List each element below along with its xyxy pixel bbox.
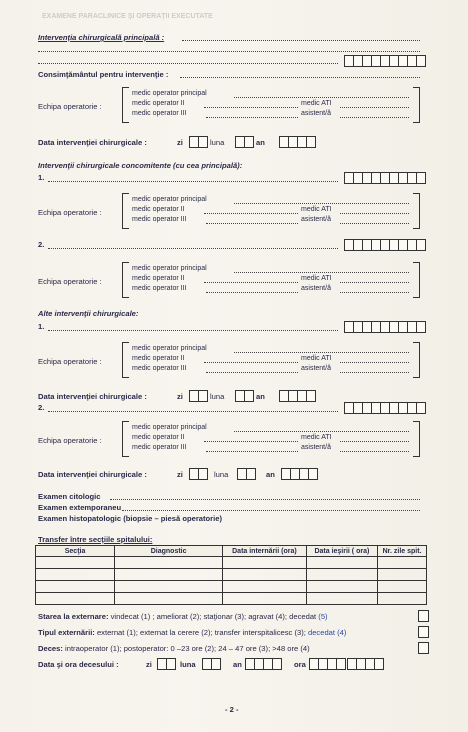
date-zi-2: zi <box>177 392 183 401</box>
team-label-concomitant-1: Echipa operatorie : <box>38 208 102 217</box>
date-month-boxes-1[interactable] <box>236 136 254 148</box>
team-label-other-1: Echipa operatorie : <box>38 357 102 366</box>
team3-assistant-field[interactable] <box>340 292 409 293</box>
team2-op3-field[interactable] <box>206 223 298 224</box>
date-day-boxes-2[interactable] <box>190 390 208 402</box>
team-assistant-field[interactable] <box>340 117 409 118</box>
team2-op2: medic operator II <box>132 206 185 213</box>
date-zi-1: zi <box>177 138 183 147</box>
page-number: - 2 - <box>225 705 239 714</box>
date-label-2: Data intervenţiei chirurgicale : <box>38 392 147 401</box>
discharge-status-options: vindecat (1) ; ameliorat (2); staţionar (3); agravat (4); decedat <box>110 612 317 621</box>
team5-op3-field[interactable] <box>206 451 298 452</box>
team4-op3: medic operator III <box>132 365 187 372</box>
concomitant-n1: 1. <box>38 173 45 182</box>
death-minute-boxes[interactable] <box>348 658 384 670</box>
col-diagnostic: Diagnostic <box>115 546 223 557</box>
team-label-main: Echipa operatorie : <box>38 102 102 111</box>
concomitant-2-code-boxes[interactable] <box>345 239 426 251</box>
date-luna-1: luna <box>210 138 225 147</box>
date-label-3: Data intervenţiei chirurgicale : <box>38 470 147 479</box>
death-month-boxes[interactable] <box>203 658 221 670</box>
team5-ati: medic ATI <box>301 434 332 441</box>
discharge-type-last: decedat (4) <box>307 628 347 637</box>
discharge-type-box[interactable] <box>418 626 429 638</box>
discharge-status-label: Starea la externare: <box>38 612 109 621</box>
team2-assistant: asistent/ă <box>301 216 331 223</box>
team4-bracket-left <box>122 342 129 378</box>
death-date-ora: ora <box>294 660 306 669</box>
death-box[interactable] <box>418 642 429 654</box>
concomitant-n2: 2. <box>38 240 45 249</box>
team2-op3: medic operator III <box>132 216 187 223</box>
table-row[interactable] <box>36 593 427 605</box>
col-sectia: Secţia <box>36 546 115 557</box>
date-year-boxes-3[interactable] <box>282 468 318 480</box>
other-1-code-boxes[interactable] <box>345 321 426 333</box>
team-op2-field[interactable] <box>204 107 298 108</box>
team5-assistant-field[interactable] <box>340 451 409 452</box>
transfer-header-row <box>36 546 427 557</box>
date-an-2: an <box>256 392 265 401</box>
death-date-label: Data şi ora decesului : <box>38 660 119 669</box>
death-year-boxes[interactable] <box>246 658 282 670</box>
concomitant-2-field[interactable] <box>48 248 338 249</box>
transfer-title: Transfer între secţiile spitalului: <box>38 535 153 544</box>
team2-bracket-right <box>413 193 420 229</box>
team4-assistant: asistent/ă <box>301 365 331 372</box>
team4-principal: medic operator principal <box>132 345 207 352</box>
date-luna-3: luna <box>214 470 229 479</box>
table-row[interactable] <box>36 581 427 593</box>
team-label-other-2: Echipa operatorie : <box>38 436 102 445</box>
date-label-1: Data intervenţiei chirurgicale : <box>38 138 147 147</box>
discharge-status-line <box>38 612 328 621</box>
date-zi-3: zi <box>177 470 183 479</box>
team2-principal: medic operator principal <box>132 196 207 203</box>
other-2-field[interactable] <box>48 411 338 412</box>
main-surgery-field-3[interactable] <box>38 63 338 64</box>
date-month-boxes-3[interactable] <box>238 468 256 480</box>
team5-ati-field[interactable] <box>340 441 409 442</box>
team3-op2: medic operator II <box>132 275 185 282</box>
team-ati-field[interactable] <box>340 107 409 108</box>
team-op3: medic operator III <box>132 110 187 117</box>
other-2-code-boxes[interactable] <box>345 402 426 414</box>
discharge-type-label: Tipul externării: <box>38 628 95 637</box>
team5-bracket-right <box>413 421 420 457</box>
col-hospital-days: Nr. zile spit. <box>378 546 427 557</box>
team-bracket-right <box>413 87 420 123</box>
table-row[interactable] <box>36 569 427 581</box>
death-label: Deces: <box>38 644 63 653</box>
team5-op2-field[interactable] <box>204 441 298 442</box>
team-op3-field[interactable] <box>206 117 298 118</box>
team5-principal: medic operator principal <box>132 424 207 431</box>
other-n2: 2. <box>38 403 45 412</box>
team3-principal-field[interactable] <box>234 272 409 273</box>
date-year-boxes-1[interactable] <box>280 136 316 148</box>
other-n1: 1. <box>38 322 45 331</box>
team4-op3-field[interactable] <box>206 372 298 373</box>
date-an-1: an <box>256 138 265 147</box>
team4-op2-field[interactable] <box>204 362 298 363</box>
date-luna-2: luna <box>210 392 225 401</box>
date-year-boxes-2[interactable] <box>280 390 316 402</box>
team5-op3: medic operator III <box>132 444 187 451</box>
team-ati: medic ATI <box>301 100 332 107</box>
team4-assistant-field[interactable] <box>340 372 409 373</box>
team3-op3-field[interactable] <box>206 292 298 293</box>
team4-ati: medic ATI <box>301 355 332 362</box>
team3-bracket-left <box>122 262 129 298</box>
date-month-boxes-2[interactable] <box>236 390 254 402</box>
team3-ati: medic ATI <box>301 275 332 282</box>
team-principal-field[interactable] <box>234 97 409 98</box>
concomitant-1-code-boxes[interactable] <box>345 172 426 184</box>
discharge-status-last: (5) <box>318 612 328 621</box>
death-day-boxes[interactable] <box>158 658 176 670</box>
concomitant-label: Intervenţii chirurgicale concomitente (cu cea principală): <box>38 161 243 170</box>
col-discharge-date: Data ieşirii ( ora) <box>306 546 377 557</box>
team3-assistant: asistent/ă <box>301 285 331 292</box>
team-assistant: asistent/ă <box>301 110 331 117</box>
team-label-concomitant-2: Echipa operatorie : <box>38 277 102 286</box>
team3-principal: medic operator principal <box>132 265 207 272</box>
other-label: Alte intervenţii chirurgicale: <box>38 309 139 318</box>
exam-extemporaneous-field[interactable] <box>122 510 420 511</box>
consent-label: Consimţământul pentru intervenţie : <box>38 70 169 79</box>
team2-bracket-left <box>122 193 129 229</box>
team3-ati-field[interactable] <box>340 282 409 283</box>
team5-principal-field[interactable] <box>234 431 409 432</box>
team5-assistant: asistent/ă <box>301 444 331 451</box>
team3-op3: medic operator III <box>132 285 187 292</box>
discharge-type-options: externat (1); externat la cerere (2); transfer interspitalicesc (3); <box>96 628 306 637</box>
main-surgery-label: Intervenţia chirurgicală principală : <box>38 33 165 42</box>
team5-bracket-left <box>122 421 129 457</box>
team-principal: medic operator principal <box>132 90 207 97</box>
exam-histopathologic-label: Examen histopatologic (biopsie – piesă operatorie) <box>38 514 222 523</box>
death-date-an: an <box>233 660 242 669</box>
date-an-3: an <box>266 470 275 479</box>
team2-assistant-field[interactable] <box>340 223 409 224</box>
transfer-table <box>35 545 427 605</box>
col-admission-date: Data internării (ora) <box>223 546 306 557</box>
concomitant-1-field[interactable] <box>48 181 338 182</box>
date-day-boxes-1[interactable] <box>190 136 208 148</box>
team5-op2: medic operator II <box>132 434 185 441</box>
team3-op2-field[interactable] <box>204 282 298 283</box>
faint-header: EXAMENE PARACLINICE ŞI OPERAŢII EXECUTATE <box>42 13 213 20</box>
team2-principal-field[interactable] <box>234 203 409 204</box>
main-surgery-field-2[interactable] <box>38 51 420 52</box>
table-row[interactable] <box>36 557 427 569</box>
team-bracket-left <box>122 87 129 123</box>
team4-ati-field[interactable] <box>340 362 409 363</box>
team4-op2: medic operator II <box>132 355 185 362</box>
discharge-type-line <box>38 628 346 637</box>
team2-ati: medic ATI <box>301 206 332 213</box>
exam-cytologic-label: Examen citologic <box>38 492 101 501</box>
consent-field[interactable] <box>180 77 420 78</box>
team4-bracket-right <box>413 342 420 378</box>
team-op2: medic operator II <box>132 100 185 107</box>
death-date-zi: zi <box>146 660 152 669</box>
other-1-field[interactable] <box>48 330 338 331</box>
exam-cytologic-field[interactable] <box>110 499 420 500</box>
death-hour-boxes[interactable] <box>310 658 346 670</box>
main-surgery-code-boxes[interactable] <box>345 55 426 67</box>
date-day-boxes-3[interactable] <box>190 468 208 480</box>
team4-principal-field[interactable] <box>234 352 409 353</box>
team2-op2-field[interactable] <box>204 213 298 214</box>
death-options: intraoperator (1); postoperator: 0 –23 ore (2); 24 – 47 ore (3); >48 ore (4) <box>65 644 310 653</box>
team3-bracket-right <box>413 262 420 298</box>
death-line <box>38 644 310 653</box>
death-date-luna: luna <box>180 660 196 669</box>
exam-extemporaneous-label: Examen extemporaneu <box>38 503 122 512</box>
discharge-status-box[interactable] <box>418 610 429 622</box>
team2-ati-field[interactable] <box>340 213 409 214</box>
main-surgery-field[interactable] <box>182 40 420 41</box>
